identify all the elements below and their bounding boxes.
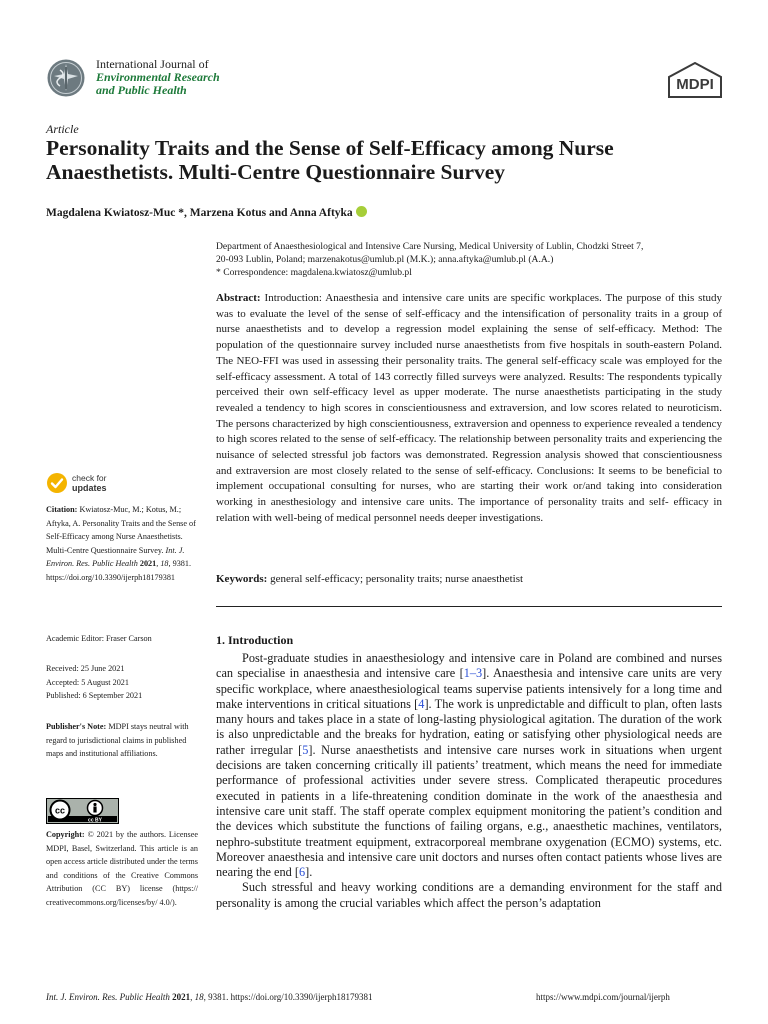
article-title: Personality Traits and the Sense of Self-Efficacy among Nurse Anaesthetists. Multi-Centre Questionnaire Survey <box>46 136 614 184</box>
abstract-text: Introduction: Anaesthesia and intensive care units are specific workplaces. The purpose of this study was to evaluate the level of the sense of self-efficacy and the intensification of personality traits in a group of nurse anaesthetists and to develop a regression model explaining the sense of self-efficacy. Method: The population of the questionnaire survey included nurse anaesthetists from five hospitals in south-eastern Poland. The NEO-FFI was used in assessing their personality traits. The general self-efficacy scale was employed for the self-efficacy assessment. A total of 143 correctly filled surveys were analyzed. Results: The respondents typically perceived their own self-efficacy level as upper moderate. The nurse anaesthetists participating in the study revealed a tendency to high scores in conscientiousness and extraversion, and low scores related to neuroticism. The persons characterized by high conscientiousness, extraversion and openness to experience revealed a tendency to high scores related to the sense of self-efficacy. The relationship between personality traits and experiencing the nuisance of selected stressful job factors was demonstrated. Regression analysis showed that conscientiousness and extraversion are most closely related to the sense of self-efficacy. Conclusions: It seems to be beneficial to implement occupational consulting for nurses, who are starting their work or/and taking into consideration working in anesthesiology and intensive care units. The importance of personality traits and self- efficacy in relation with well-being of medical personnel needs deeper investigations. <box>216 292 722 524</box>
citation-label: Citation: <box>46 505 78 514</box>
citation-journal: Int. J. Environ. Res. Public Health <box>46 545 185 569</box>
section-heading-introduction: 1. Introduction <box>216 633 294 647</box>
keywords <box>216 573 722 585</box>
footer-citation: Int. J. Environ. Res. Public Health 2021, 18, 9381. https://doi.org/10.3390/ijerph18179381 <box>46 992 373 1002</box>
affiliation-line: 20-093 Lublin, Poland; marzenakotus@umlub.pl (M.K.); anna.aftyka@umlub.pl (A.A.) <box>216 254 554 265</box>
copyright-text: © 2021 by the authors. Licensee MDPI, Basel, Switzerland. This article is an open access article distributed under the terms and conditions of the Creative Commons Attribution (CC BY) license (https:// creativecommons.org/licenses/by/ 4.0/). <box>46 830 199 907</box>
footer-year: 2021 <box>172 992 191 1002</box>
check-for-updates-button[interactable] <box>46 472 166 496</box>
check-line2: updates <box>72 483 107 493</box>
published-date: Published: 6 September 2021 <box>46 691 143 701</box>
citation-authors-title: Kwiatosz-Muc, M.; Kotus, M.; Aftyka, A. Personality Traits and the Sense of Self-Efficacy among Nurse Anaesthetists. Multi-Centre Questionnaire Survey. <box>46 505 196 555</box>
academic-editor: Academic Editor: Fraser Carson <box>46 634 152 643</box>
publisher-note <box>46 720 198 761</box>
reference-link[interactable]: 4 <box>418 696 425 711</box>
journal-name <box>96 58 220 97</box>
footer-journal-url[interactable]: https://www.mdpi.com/journal/ijerph <box>536 992 670 1002</box>
accepted-date: Accepted: 5 August 2021 <box>46 677 129 687</box>
copyright-label: Copyright: <box>46 830 85 839</box>
publication-dates <box>46 662 198 703</box>
check-for-updates-icon <box>46 472 68 494</box>
publisher-note-label: Publisher's Note: <box>46 722 107 731</box>
footer-doi[interactable]: , 9381. https://doi.org/10.3390/ijerph18179381 <box>203 992 373 1002</box>
intro-paragraph-1: Post-graduate studies in anaesthesiology and intensive care in Poland are combined and nurses can specialise in anaesthesia and intensive care [1–3]. Anaesthesia and intensive care units are very specific workplace, where anaesthesiological teams supervise patients intensively for a long time and make interventions in critical situations [4]. The work is unpredictable and difficult to plan, often lasts many hours and takes place in a state of long-lasting physiological agitation. The duration of the work is also unpredictable and the breaks for hydration, eating or satisfying other physiological needs are rather irregular [5]. Nurse anaesthetists and intensive care nurses work in situations when urgent decisions are taken concerning critically ill patients’ treatment, which means the need for immediate performance of professional activities under severe stress. Complicated therapeutic procedures executed in patients in a life-threatening condition dominate in the work of the anaesthesia and intensive care unit staff. The staff operate complex equipment monitoring the patient’s condition and the devices which substitute the functions of failing organs, e.g., anaesthetic machines, ventilators, nephro-substitute treatment equipment, extracorporeal membrane oxygenation (ECMO) systems, etc. Moreover anaesthesia and intensive care unit doctors and nurses often contact patients whose lives are nearing the end [6]. <box>216 651 722 880</box>
keywords-text: general self-efficacy; personality traits; nurse anaesthetist <box>270 573 524 585</box>
copyright-notice <box>46 828 198 910</box>
license-badge-text: cc BY <box>88 817 102 824</box>
author-list <box>46 206 367 219</box>
reference-link[interactable]: 1–3 <box>463 666 483 681</box>
cc-by-license-icon[interactable] <box>46 798 119 824</box>
keywords-label: Keywords: <box>216 573 268 585</box>
citation-volume: 18 <box>160 559 169 569</box>
journal-logo-icon <box>46 58 86 98</box>
intro-paragraph-2: Such stressful and heavy working conditions are a demanding environment for the staff and personality is among the crucial variables which affect the person’s adaptation <box>216 880 722 910</box>
article-type: Article <box>46 122 79 136</box>
abstract-label: Abstract: <box>216 292 261 304</box>
citation-doi[interactable]: , 9381. https://doi.org/10.3390/ijerph18179381 <box>46 559 192 582</box>
orcid-icon[interactable] <box>356 206 367 217</box>
citation: Citation: Kwiatosz-Muc, M.; Kotus, M.; Aftyka, A. Personality Traits and the Sense of Self-Efficacy among Nurse Anaesthetists. Multi-Centre Questionnaire Survey. Int. J. Environ. Res. Public Health 2021, 18, 9381. https://doi.org/10.3390/ijerph18179381 <box>46 505 196 582</box>
affiliation-line: Department of Anaesthesiological and Intensive Care Nursing, Medical University of Lublin, Chodzki Street 7, <box>216 241 644 252</box>
check-line1: check for <box>72 473 107 483</box>
reference-link[interactable]: 5 <box>302 742 309 757</box>
abstract <box>216 291 722 527</box>
reference-link[interactable]: 6 <box>298 865 306 880</box>
svg-text:cc: cc <box>54 805 66 816</box>
publisher-logo-text: MDPI <box>676 76 714 93</box>
publisher-note-text: MDPI stays neutral with regard to jurisdictional claims in published maps and institutional affiliations. <box>46 722 189 759</box>
check-for-updates-text <box>72 473 107 493</box>
correspondence-line: * Correspondence: magdalena.kwiatosz@umlub.pl <box>216 267 412 278</box>
section-divider <box>216 606 722 607</box>
journal-name-line2: Environmental Research <box>96 70 220 84</box>
authors-text: Magdalena Kwiatosz-Muc *, Marzena Kotus and Anna Aftyka <box>46 207 353 219</box>
affiliations <box>216 240 726 279</box>
received-date: Received: 25 June 2021 <box>46 664 125 673</box>
journal-name-line3: and Public Health <box>96 83 187 97</box>
footer-volume: 18 <box>194 992 204 1002</box>
mdpi-logo-icon <box>666 62 724 98</box>
introduction-body <box>216 651 722 911</box>
journal-name-line1: International Journal of <box>96 57 209 71</box>
footer-journal: Int. J. Environ. Res. Public Health <box>46 992 170 1002</box>
citation-year: 2021 <box>139 559 157 569</box>
